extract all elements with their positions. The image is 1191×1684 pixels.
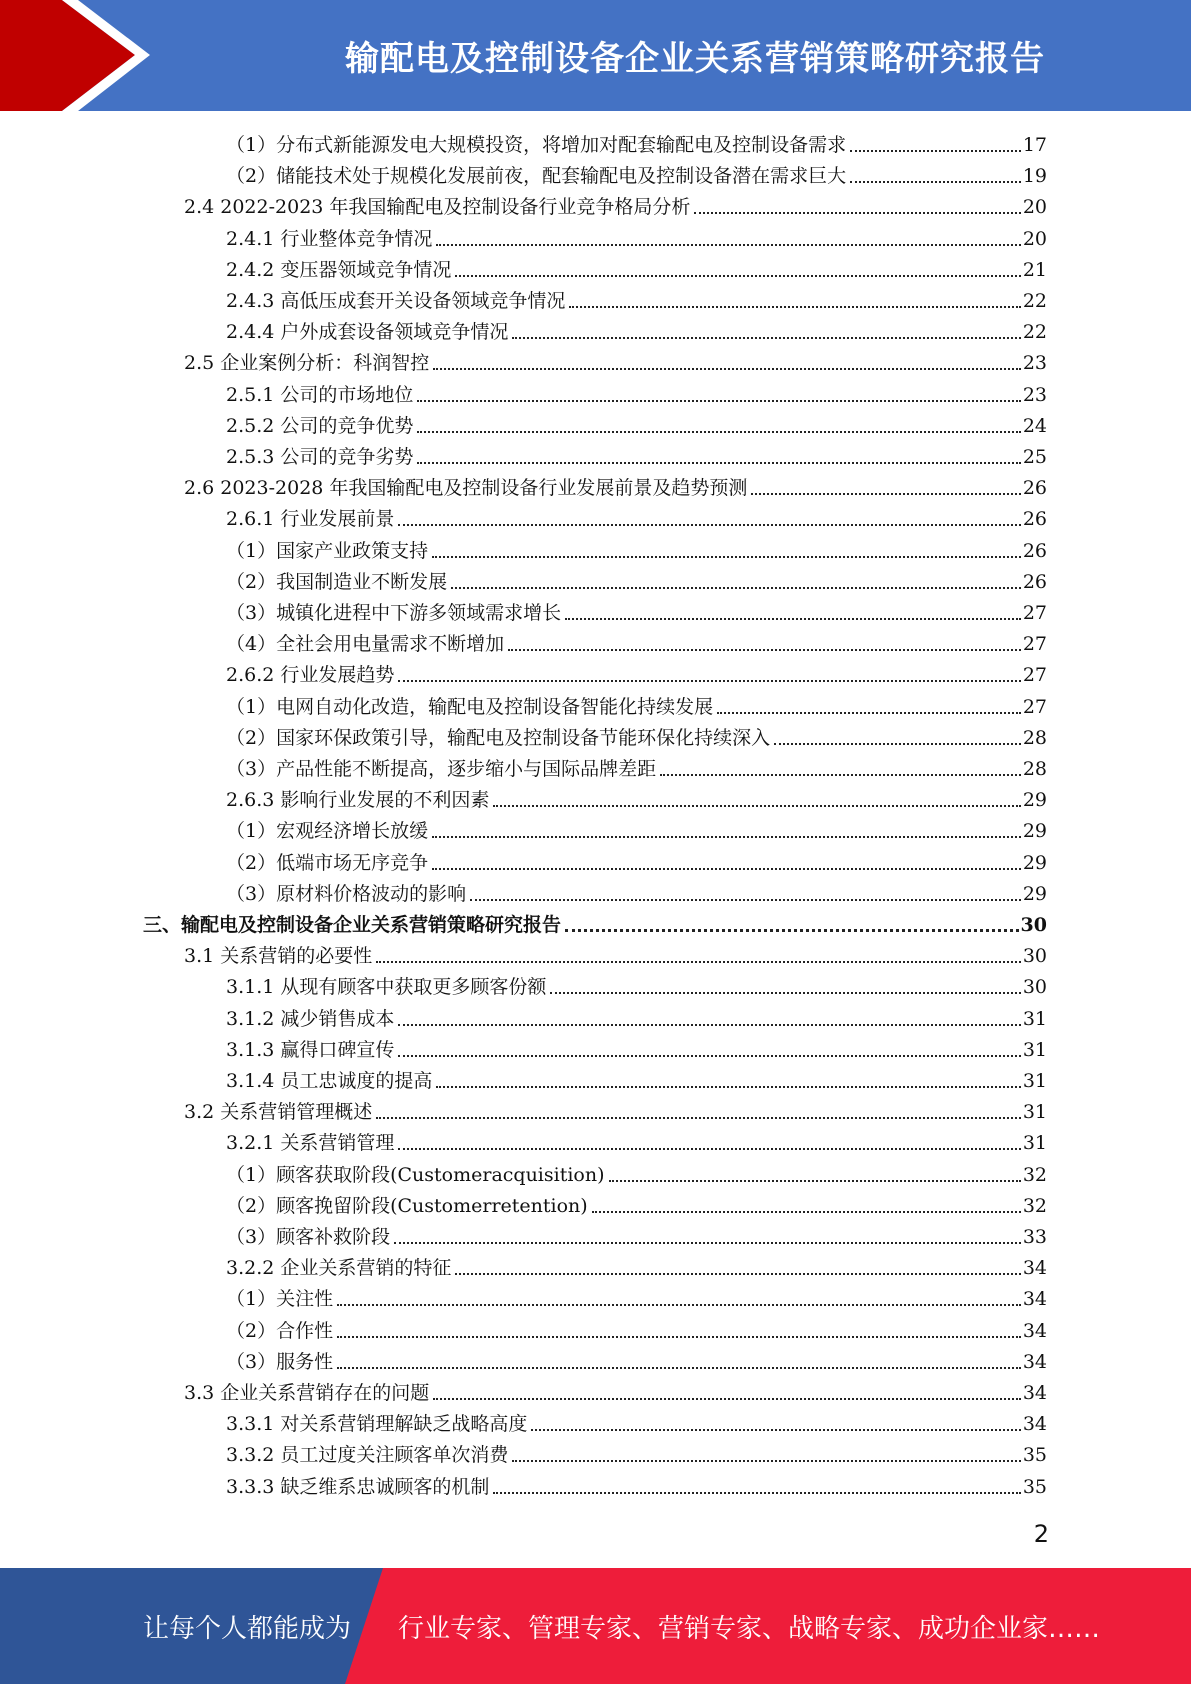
toc-entry-title: （2）我国制造业不断发展	[226, 571, 448, 593]
toc-dot-leader	[432, 868, 1021, 870]
toc-entry-page: 26	[1022, 508, 1047, 530]
toc-entry-page: 31	[1022, 1039, 1047, 1061]
toc-entry-page: 30	[1022, 976, 1047, 998]
toc-entry-title: 2.5.3 公司的竞争劣势	[226, 446, 414, 468]
toc-entry-title: 3.1.4 员工忠诚度的提高	[226, 1070, 433, 1092]
toc-dot-leader	[432, 556, 1021, 558]
toc-dot-leader	[417, 400, 1020, 402]
toc-entry-page: 29	[1022, 820, 1047, 842]
page-footer	[0, 1568, 1191, 1684]
toc-entry-page: 21	[1022, 259, 1047, 281]
toc-entry[interactable]	[226, 252, 1047, 283]
toc-entry[interactable]	[226, 1157, 1047, 1188]
toc-entry-page: 33	[1022, 1226, 1047, 1248]
toc-entry-title: 3.2.2 企业关系营销的特征	[226, 1257, 452, 1279]
toc-entry[interactable]	[226, 1250, 1047, 1281]
toc-entry-title: 2.4.4 户外成套设备领域竞争情况	[226, 321, 509, 343]
toc-dot-leader	[436, 244, 1020, 246]
toc-entry[interactable]	[226, 1469, 1047, 1500]
toc-entry-title: 2.6.3 影响行业发展的不利因素	[226, 789, 490, 811]
toc-entry-title: （3）产品性能不断提高，逐步缩小与国际品牌差距	[226, 758, 657, 780]
toc-entry-page: 34	[1022, 1382, 1047, 1404]
toc-dot-leader	[660, 774, 1021, 776]
toc-entry-title: 2.5 企业案例分析：科润智控	[184, 352, 430, 374]
toc-entry-page: 34	[1022, 1320, 1047, 1342]
toc-entry[interactable]	[226, 501, 1047, 532]
toc-entry-title: （3）城镇化进程中下游多领域需求增长	[226, 602, 562, 624]
toc-entry[interactable]	[226, 1032, 1047, 1063]
toc-entry[interactable]	[226, 1001, 1047, 1032]
toc-entry-title: （3）服务性	[226, 1351, 334, 1373]
toc-entry[interactable]	[226, 439, 1047, 470]
toc-entry-title: 3.3.2 员工过度关注顾客单次消费	[226, 1444, 509, 1466]
toc-dot-leader	[850, 181, 1021, 183]
toc-dot-leader	[433, 368, 1021, 370]
toc-dot-leader	[394, 1242, 1021, 1244]
toc-entry-title: （2）顾客挽留阶段(Customerretention)	[226, 1195, 588, 1217]
toc-entry-page: 26	[1022, 571, 1047, 593]
toc-entry-page: 31	[1022, 1132, 1047, 1154]
toc-entry-page: 27	[1022, 602, 1047, 624]
toc-entry[interactable]	[226, 1406, 1047, 1437]
toc-entry-title: （1）电网自动化改造，输配电及控制设备智能化持续发展	[226, 696, 714, 718]
toc-dot-leader	[592, 1211, 1021, 1213]
toc-entry[interactable]	[226, 1219, 1047, 1250]
toc-entry-title: （1）分布式新能源发电大规模投资，将增加对配套输配电及控制设备需求	[226, 134, 847, 156]
toc-entry-title: 3.3.1 对关系营销理解缺乏战略高度	[226, 1413, 528, 1435]
toc-dot-leader	[565, 618, 1021, 620]
toc-entry-page: 31	[1022, 1008, 1047, 1030]
toc-entry[interactable]	[184, 470, 1047, 501]
toc-entry-page: 30	[1022, 945, 1047, 967]
toc-entry[interactable]	[226, 751, 1047, 782]
toc-entry[interactable]	[226, 689, 1047, 720]
toc-entry-title: （1）关注性	[226, 1288, 334, 1310]
toc-dot-leader	[751, 493, 1020, 495]
toc-entry[interactable]	[226, 1437, 1047, 1468]
toc-dot-leader	[550, 992, 1020, 994]
toc-entry-title: 2.5.2 公司的竞争优势	[226, 415, 414, 437]
toc-entry-title: 3.2 关系营销管理概述	[184, 1101, 373, 1123]
toc-dot-leader	[493, 1492, 1020, 1494]
toc-entry-title: 三、输配电及控制设备企业关系营销策略研究报告	[143, 914, 562, 936]
toc-dot-leader	[398, 1148, 1020, 1150]
toc-dot-leader	[774, 743, 1021, 745]
toc-dot-leader	[398, 1024, 1020, 1026]
toc-entry-title: 3.1.2 减少销售成本	[226, 1008, 395, 1030]
toc-entry-title: 3.2.1 关系营销管理	[226, 1132, 395, 1154]
toc-entry-title: 3.1.1 从现有顾客中获取更多顾客份额	[226, 976, 547, 998]
toc-entry[interactable]	[184, 189, 1047, 220]
toc-entry[interactable]	[226, 158, 1047, 189]
toc-entry[interactable]	[226, 969, 1047, 1000]
toc-dot-leader	[398, 1055, 1020, 1057]
toc-entry-page: 25	[1022, 446, 1047, 468]
page-number: 2	[1033, 1520, 1049, 1548]
toc-entry[interactable]	[226, 408, 1047, 439]
toc-entry[interactable]	[226, 720, 1047, 751]
toc-entry-page: 22	[1022, 290, 1047, 312]
toc-entry-title: 2.6.1 行业发展前景	[226, 508, 395, 530]
toc-dot-leader	[470, 899, 1021, 901]
toc-dot-leader	[376, 1117, 1021, 1119]
toc-dot-leader	[436, 1086, 1020, 1088]
toc-entry-page: 19	[1022, 165, 1047, 187]
toc-dot-leader	[376, 961, 1021, 963]
toc-entry[interactable]	[226, 595, 1047, 626]
toc-entry[interactable]	[226, 1344, 1047, 1375]
toc-dot-leader	[433, 1398, 1021, 1400]
toc-entry-title: （4）全社会用电量需求不断增加	[226, 633, 505, 655]
page-header	[0, 0, 1191, 111]
toc-entry-page: 29	[1022, 789, 1047, 811]
toc-entry[interactable]	[226, 283, 1047, 314]
toc-entry-page: 23	[1022, 352, 1047, 374]
toc-entry[interactable]	[226, 564, 1047, 595]
toc-entry-title: （2）低端市场无序竞争	[226, 852, 429, 874]
toc-dot-leader	[337, 1367, 1021, 1369]
toc-entry-title: （2）合作性	[226, 1320, 334, 1342]
toc-entry[interactable]	[184, 1094, 1047, 1125]
toc-entry-title: （2）国家环保政策引导，输配电及控制设备节能环保化持续深入	[226, 727, 771, 749]
toc-entry[interactable]	[226, 1313, 1047, 1344]
toc-entry-title: 3.1.3 赢得口碑宣传	[226, 1039, 395, 1061]
toc-dot-leader	[432, 836, 1021, 838]
toc-entry[interactable]	[226, 1063, 1047, 1094]
footer-slogan-right: 行业专家、管理专家、营销专家、战略专家、成功企业家……	[398, 1613, 1101, 1644]
toc-entry-page: 29	[1022, 852, 1047, 874]
toc-entry-page: 29	[1022, 883, 1047, 905]
toc-entry-page: 26	[1022, 540, 1047, 562]
toc-dot-leader	[398, 524, 1020, 526]
header-title: 输配电及控制设备企业关系营销策略研究报告	[345, 39, 1045, 79]
toc-entry[interactable]	[226, 221, 1047, 252]
toc-entry-title: 2.6 2023-2028 年我国输配电及控制设备行业发展前景及趋势预测	[184, 477, 748, 499]
toc-dot-leader	[455, 275, 1020, 277]
toc-entry[interactable]	[226, 314, 1047, 345]
toc-entry-title: 3.1 关系营销的必要性	[184, 945, 373, 967]
toc-entry-title: （2）储能技术处于规模化发展前夜，配套输配电及控制设备潜在需求巨大	[226, 165, 847, 187]
toc-entry-page: 17	[1022, 134, 1047, 156]
toc-entry-page: 20	[1022, 196, 1047, 218]
toc-dot-leader	[609, 1180, 1021, 1182]
toc-entry[interactable]	[226, 1125, 1047, 1156]
toc-entry-page: 27	[1022, 633, 1047, 655]
toc-entry-title: 2.6.2 行业发展趋势	[226, 664, 395, 686]
toc-dot-leader	[337, 1336, 1021, 1338]
toc-entry[interactable]	[226, 626, 1047, 657]
footer-slogan-left: 让每个人都能成为	[143, 1613, 352, 1644]
toc-dot-leader	[493, 805, 1020, 807]
toc-entry[interactable]	[226, 377, 1047, 408]
toc-entry-page: 31	[1022, 1101, 1047, 1123]
toc-entry-page: 28	[1022, 727, 1047, 749]
toc-entry-title: 3.3.3 缺乏维系忠诚顾客的机制	[226, 1476, 490, 1498]
toc-dot-leader	[717, 712, 1021, 714]
toc-dot-leader	[398, 680, 1020, 682]
toc-entry-page: 35	[1022, 1476, 1047, 1498]
toc-entry-page: 20	[1022, 228, 1047, 250]
toc-dot-leader	[337, 1304, 1021, 1306]
toc-dot-leader	[455, 1273, 1020, 1275]
toc-entry-page: 24	[1022, 415, 1047, 437]
toc-entry[interactable]	[184, 345, 1047, 376]
toc-dot-leader	[417, 462, 1020, 464]
toc-entry-title: 2.4.1 行业整体竞争情况	[226, 228, 433, 250]
toc-entry-page: 23	[1022, 384, 1047, 406]
toc-entry-page: 34	[1022, 1413, 1047, 1435]
toc-entry-page: 34	[1022, 1351, 1047, 1373]
toc-entry[interactable]	[226, 657, 1047, 688]
toc-entry-title: 3.3 企业关系营销存在的问题	[184, 1382, 430, 1404]
toc-dot-leader	[694, 212, 1020, 214]
toc-dot-leader	[569, 306, 1020, 308]
toc-entry-page: 27	[1022, 664, 1047, 686]
toc-entry-page: 32	[1022, 1195, 1047, 1217]
toc-entry-title: （1）国家产业政策支持	[226, 540, 429, 562]
toc-entry-page: 22	[1022, 321, 1047, 343]
toc-dot-leader	[508, 649, 1021, 651]
toc-entry-page: 31	[1022, 1070, 1047, 1092]
toc-entry[interactable]	[226, 845, 1047, 876]
toc-entry-title: （3）原材料价格波动的影响	[226, 883, 467, 905]
toc-entry-title: 2.4 2022-2023 年我国输配电及控制设备行业竞争格局分析	[184, 196, 691, 218]
toc-entry-page: 35	[1022, 1444, 1047, 1466]
toc-entry-page: 34	[1022, 1288, 1047, 1310]
toc-entry-page: 32	[1022, 1164, 1047, 1186]
toc-entry[interactable]	[226, 876, 1047, 907]
toc-dot-leader	[850, 150, 1021, 152]
toc-entry-title: 2.4.3 高低压成套开关设备领域竞争情况	[226, 290, 566, 312]
toc-dot-leader	[531, 1429, 1020, 1431]
toc-dot-leader	[512, 1460, 1020, 1462]
toc-entry[interactable]	[226, 127, 1047, 158]
toc-entry-page: 26	[1022, 477, 1047, 499]
toc-entry-page: 28	[1022, 758, 1047, 780]
toc-entry-page: 27	[1022, 696, 1047, 718]
toc-entry[interactable]	[143, 907, 1047, 938]
toc-entry-page: 34	[1022, 1257, 1047, 1279]
toc-dot-leader	[451, 587, 1021, 589]
toc-entry[interactable]	[226, 782, 1047, 813]
toc-entry-title: （1）顾客获取阶段(Customeracquisition)	[226, 1164, 605, 1186]
toc-entry-title: 2.5.1 公司的市场地位	[226, 384, 414, 406]
toc-dot-leader	[512, 337, 1020, 339]
toc-dot-leader	[565, 929, 1019, 932]
header-arrow-decoration	[0, 0, 160, 111]
toc-entry[interactable]	[226, 813, 1047, 844]
toc-entry-title: （1）宏观经济增长放缓	[226, 820, 429, 842]
toc-entry[interactable]	[226, 1188, 1047, 1219]
toc-entry-title: 2.4.2 变压器领域竞争情况	[226, 259, 452, 281]
toc-entry[interactable]	[226, 533, 1047, 564]
toc-entry-title: （3）顾客补救阶段	[226, 1226, 391, 1248]
toc-entry[interactable]	[184, 938, 1047, 969]
toc-dot-leader	[417, 431, 1020, 433]
toc-entry[interactable]	[226, 1281, 1047, 1312]
toc-entry[interactable]	[184, 1375, 1047, 1406]
toc-entry-page: 30	[1020, 914, 1047, 936]
